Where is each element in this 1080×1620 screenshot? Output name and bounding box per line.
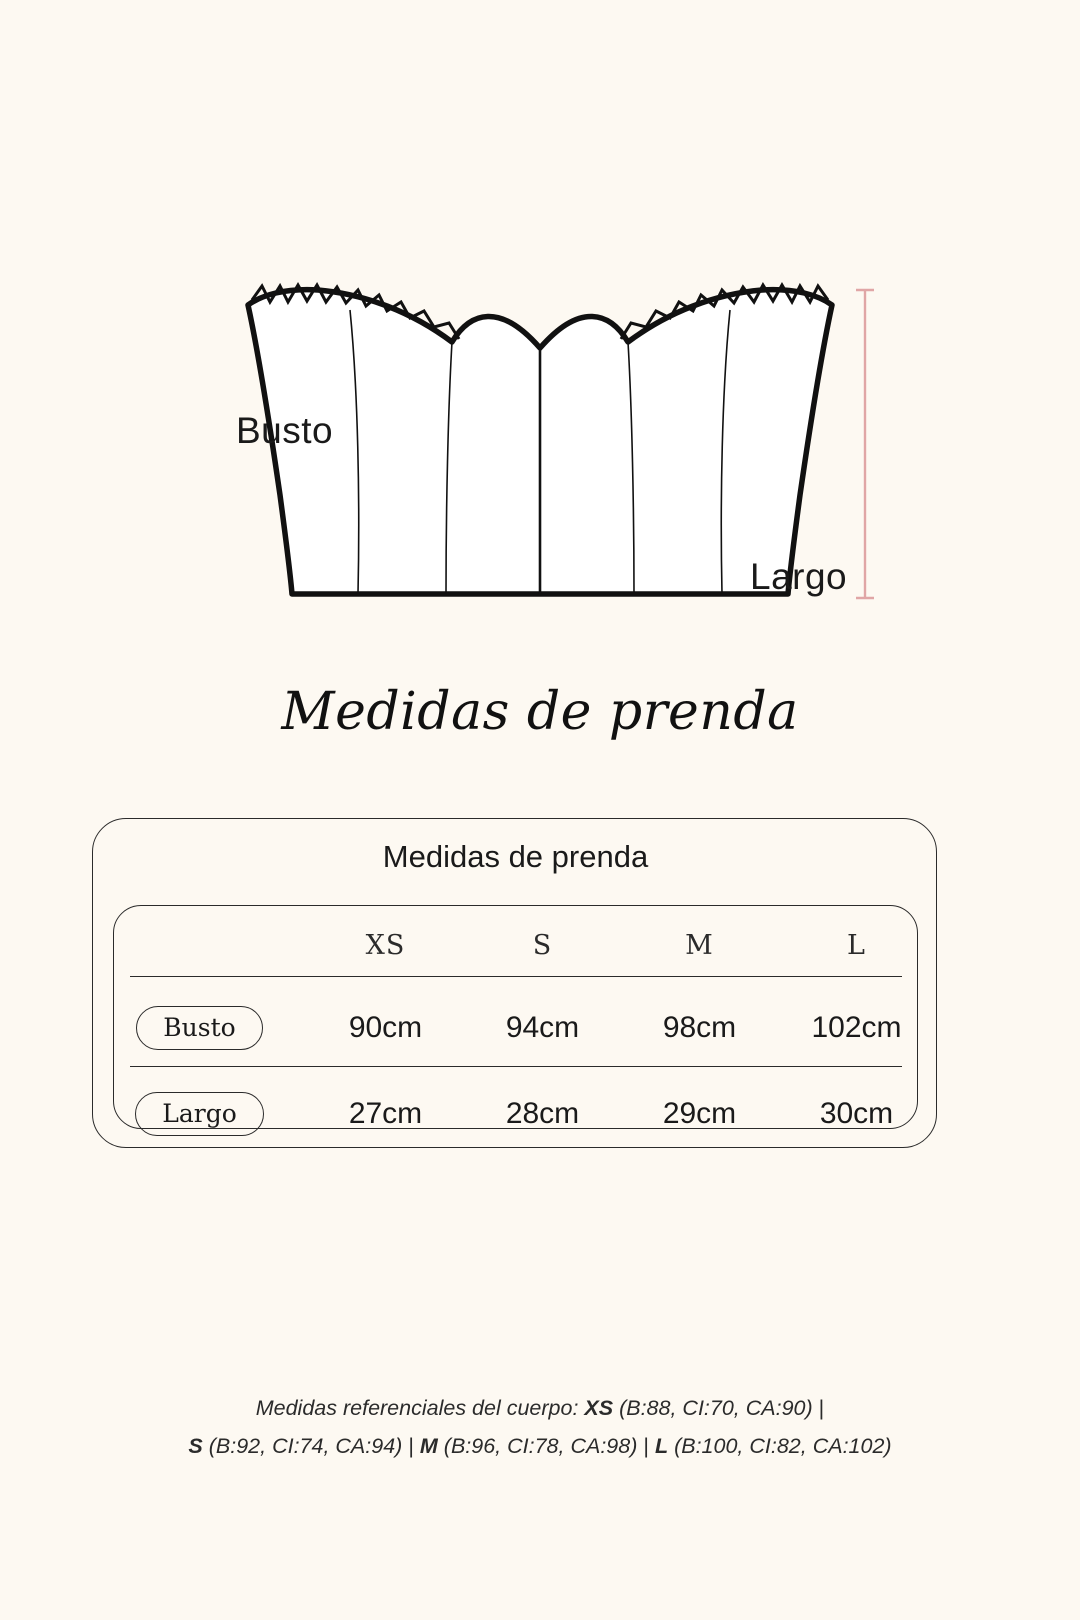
body-reference-note	[0, 1390, 1080, 1465]
length-label: Largo	[750, 556, 848, 597]
busto-s-value: 94cm	[505, 1011, 580, 1044]
row-label-largo-cell	[92, 1092, 307, 1136]
footnote-xs-values: (B:88, CI:70, CA:90)	[619, 1396, 813, 1420]
card-title: Medidas de prenda	[382, 839, 649, 874]
footnote-s-values: (B:92, CI:74, CA:94)	[208, 1433, 403, 1458]
column-header-m: M	[685, 929, 714, 961]
row-label-busto: Busto	[136, 1006, 262, 1050]
table-header-row	[92, 914, 937, 976]
footnote-separator-2: |	[408, 1433, 414, 1458]
largo-xs-value: 27cm	[348, 1097, 423, 1130]
table-row	[92, 988, 937, 1068]
largo-m-value: 29cm	[662, 1097, 737, 1130]
footnote-m-values: (B:96, CI:78, CA:98)	[443, 1433, 638, 1458]
busto-xs-value: 90cm	[348, 1011, 423, 1044]
column-header-xs: XS	[365, 929, 406, 961]
busto-m-value: 98cm	[662, 1011, 737, 1044]
row-label-busto-cell	[92, 1006, 307, 1050]
table-row	[92, 1074, 937, 1154]
footnote-s-label: S	[188, 1433, 203, 1458]
bust-label: Busto	[236, 410, 334, 451]
largo-s-value: 28cm	[505, 1097, 580, 1130]
column-header-s: S	[532, 929, 553, 961]
measurements-table	[92, 904, 937, 1148]
footnote-l-label: L	[654, 1433, 669, 1458]
page-title: Medidas de prenda	[281, 682, 799, 742]
busto-l-value: 102cm	[811, 1011, 902, 1044]
footnote-m-label: M	[419, 1433, 438, 1458]
column-header-l: L	[847, 929, 866, 961]
row-label-largo: Largo	[135, 1092, 264, 1136]
footnote-prefix: Medidas referenciales del cuerpo:	[255, 1396, 579, 1420]
footnote-l-values: (B:100, CI:82, CA:102)	[674, 1433, 892, 1458]
footnote-xs-label: XS	[584, 1396, 614, 1420]
footnote-separator-3: |	[643, 1433, 649, 1458]
table-divider-1	[130, 976, 902, 977]
largo-l-value: 30cm	[819, 1097, 894, 1130]
garment-illustration	[0, 250, 1080, 650]
footnote-separator-1: |	[818, 1396, 825, 1420]
